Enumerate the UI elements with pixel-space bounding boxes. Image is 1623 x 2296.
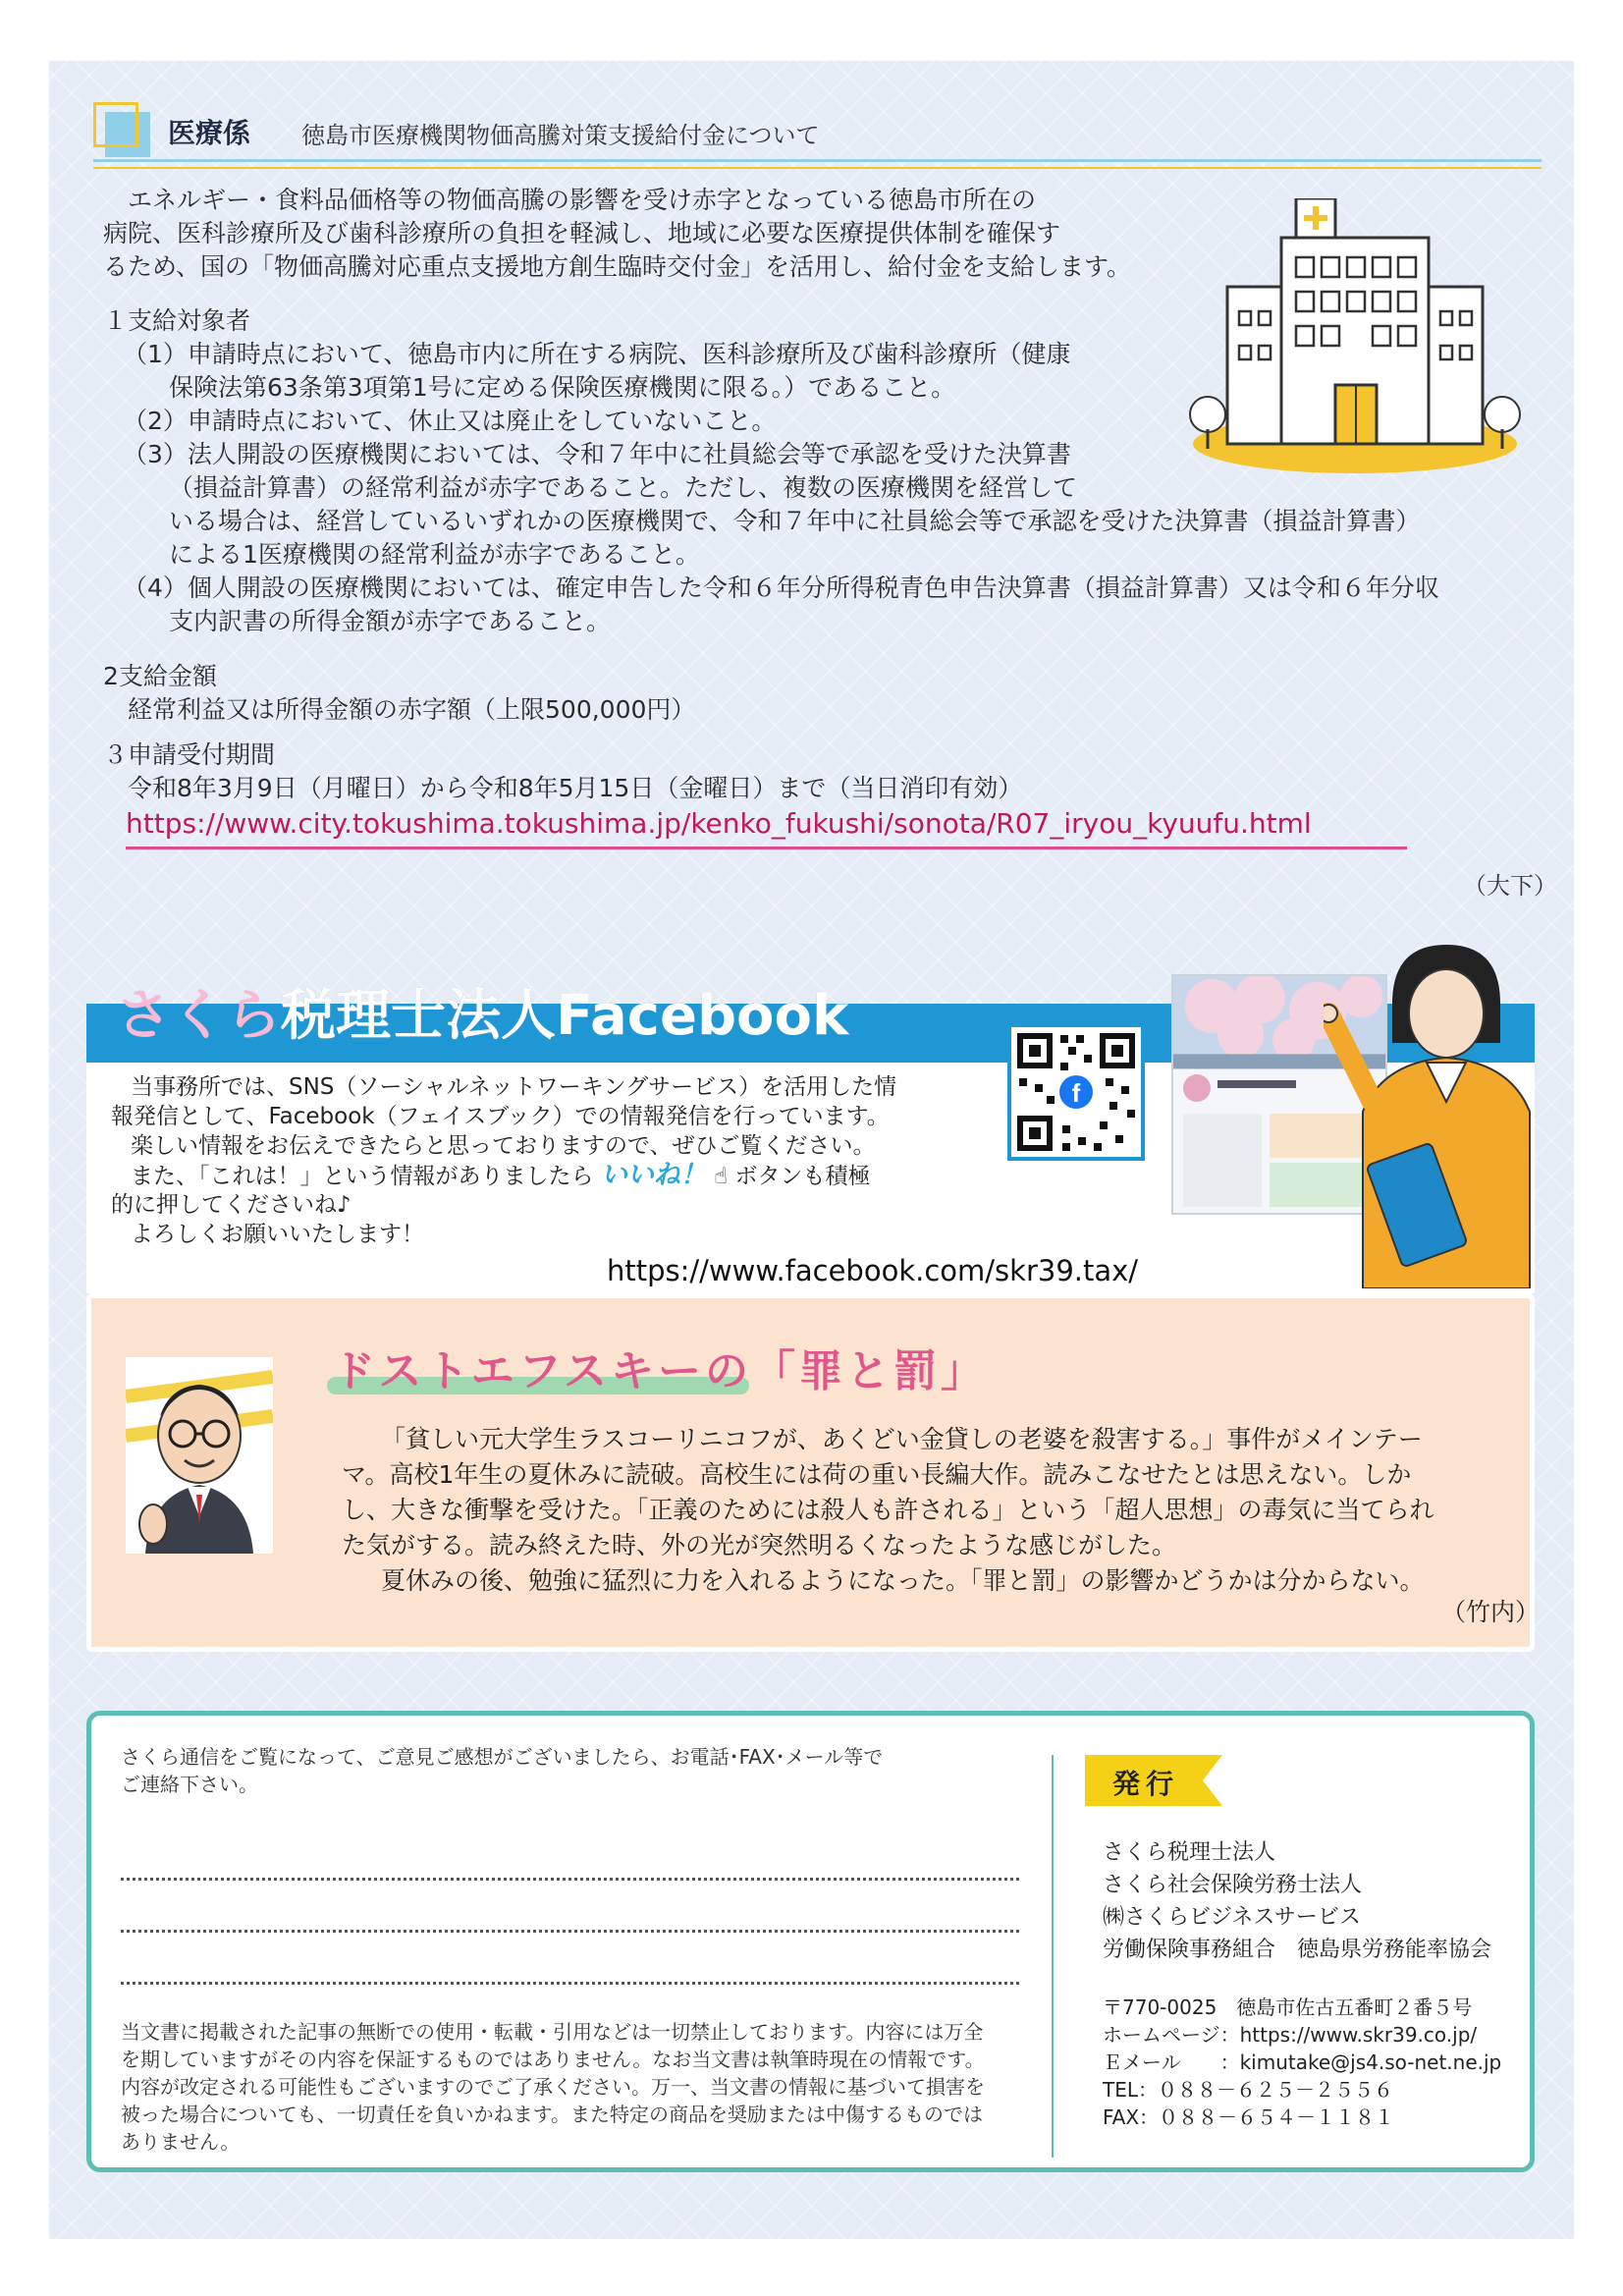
feedback-request-line: ご連絡下さい。: [121, 1773, 258, 1796]
write-in-line: [121, 1982, 1019, 1985]
column-signature: （竹内）: [1441, 1598, 1541, 1626]
column-text-line: し、大きな衝撃を受けた。「正義のためには殺人も許される」という「超人思想」の毒気に当てられ: [342, 1496, 1434, 1524]
sidebar-block: [1183, 1114, 1262, 1207]
write-in-line: [121, 1930, 1019, 1933]
contact-divider: [1052, 1755, 1054, 2158]
section1-item: （3）法人開設の医療機関においては、令和７年中に社員総会等で承認を受けた決算書: [123, 440, 1071, 468]
header-rule-accent: [93, 167, 1542, 169]
publisher-label: 発行: [1112, 1768, 1180, 1800]
page-name-bar: [1217, 1080, 1296, 1088]
facebook-text-part: また、「これは！」という情報がありましたら: [131, 1164, 594, 1189]
section1-item: （損益計算書）の経常利益が赤字であること。ただし、複数の医療機関を経営して: [169, 473, 1078, 502]
section1-item: （4）個人開設の医療機関においては、確定申告した令和６年分所得税青色申告決算書（損益計算書）又は令和６年分収: [123, 574, 1439, 602]
section1-item: 支内訳書の所得金額が赤字であること。: [169, 607, 612, 635]
facebook-page-link[interactable]: https://www.facebook.com/skr39.tax/: [607, 1254, 1139, 1287]
postal-address: 〒770-0025 徳島市佐古五番町２番５号: [1103, 1995, 1473, 2019]
section-badge-icon: [93, 102, 150, 159]
section3-heading: ３申請受付期間: [103, 740, 276, 769]
section3-text: 令和8年3月9日（月曜日）から令和8年5月15日（金曜日）まで（当日消印有効）: [128, 774, 1023, 802]
facebook-text-line: [131, 1161, 870, 1191]
homepage-link[interactable]: ホームページ：https://www.skr39.co.jp/: [1103, 2023, 1478, 2047]
fax-number: FAX：０８８－６５４－１１８１: [1103, 2105, 1395, 2129]
section1-item: による1医療機関の経常利益が赤字であること。: [169, 540, 700, 569]
medical-intro-line: 病院、医科診療所及び歯科診療所の負担を軽減し、地域に必要な医療提供体制を確保す: [103, 219, 1061, 247]
newsletter-page: [49, 61, 1574, 2239]
facebook-section: [86, 905, 1535, 1293]
publisher-name: さくら社会保険労務士法人: [1103, 1873, 1363, 1897]
disclaimer-line: 当文書に掲載された記事の無断での使用・転載・引用などは一切禁止しております。内容には万全: [121, 2020, 984, 2044]
column-text-line: た気がする。読み終えた時、外の光が突然明るくなったような感じがした。: [342, 1531, 1177, 1559]
section1-item: 保険法第63条第3項第1号に定める保険医療機関に限る。）であること。: [169, 373, 956, 402]
disclaimer-line: ありません。: [121, 2130, 241, 2154]
section1-item: （2）申請時点において、休止又は廃止をしていないこと。: [123, 407, 777, 435]
write-in-line: [121, 1878, 1019, 1881]
column-text-line: マ。高校1年生の夏休みに読破。高校生には荷の重い長編大作。読みこなせたとは思えない。しか: [342, 1460, 1412, 1489]
disclaimer-line: 被った場合についても、一切責任を負いかねます。また特定の商品を奨励または中傷するものでは: [121, 2103, 983, 2126]
column-section: [86, 1293, 1541, 1652]
author-portrait-illustration: [126, 1357, 273, 1554]
section2-heading: 2支給金額: [103, 662, 217, 690]
disclaimer-line: を期していますがその内容を保証するものではありません。なお当文書は執筆時現在の情報です。: [121, 2048, 985, 2071]
contact-section: [86, 1711, 1535, 2172]
facebook-text-part: ボタンも積極: [734, 1164, 871, 1189]
column-text-line: 夏休みの後、勉強に猛烈に力を入れるようになった。「罪と罰」の影響かどうかは分からない。: [381, 1566, 1425, 1595]
section1-heading: １支給対象者: [103, 306, 251, 335]
title-sakura-text: さくら: [116, 984, 281, 1048]
businesswoman-illustration: [1324, 935, 1535, 1288]
email-address[interactable]: Ｅメール ：kimutake@js4.so-net.ne.jp: [1103, 2050, 1502, 2074]
phone-number: TEL：０８８－６２５－２５５６: [1103, 2078, 1393, 2102]
medical-signature: （大下）: [1463, 872, 1557, 900]
svg-text:f: f: [1071, 1078, 1081, 1108]
profile-avatar: [1183, 1074, 1211, 1102]
link-underline: [126, 847, 1407, 849]
section1-item: いる場合は、経営しているいずれかの医療機関で、令和７年中に社員総会等で承認を受けた決算書（損益計算書）: [169, 507, 1421, 535]
disclaimer-line: 内容が改定される可能性もございますのでご了承ください。万一、当文書の情報に基づいて損害を: [121, 2075, 985, 2099]
hospital-illustration: [1188, 198, 1522, 483]
medical-intro-line: るため、国の「物価高騰対応重点支援地方創生臨時交付金」を活用し、給付金を支給します。: [103, 252, 1132, 281]
facebook-qr-code[interactable]: [1007, 1023, 1145, 1161]
medical-intro-line: エネルギー・食料品価格等の物価高騰の影響を受け赤字となっている徳島市所在の: [128, 186, 1037, 214]
publisher-name: ㈱さくらビジネスサービス: [1103, 1905, 1361, 1930]
facebook-section-title: [116, 972, 848, 1051]
publisher-name: さくら税理士法人: [1103, 1840, 1276, 1865]
medical-category-label: 医療係: [168, 117, 251, 149]
column-text-line: 「貧しい元大学生ラスコーリニコフが、あくどい金貸しの老婆を殺害する。」事件がメインテー: [381, 1425, 1423, 1453]
title-rest-text: 税理士法人Facebook: [281, 984, 849, 1048]
column-title: ドストエフスキーの「罪と罰」: [332, 1346, 989, 1396]
publisher-name: 労働保険事務組合 徳島県労務能率協会: [1103, 1938, 1492, 1962]
facebook-text-line: 楽しい情報をお伝えできたらと思っておりますので、ぜひご覧ください。: [131, 1133, 876, 1159]
medical-section-title: 徳島市医療機関物価高騰対策支援給付金について: [301, 122, 820, 149]
section1-item: （1）申請時点において、徳島市内に所在する病院、医科診療所及び歯科診療所（健康: [123, 340, 1071, 368]
section2-text: 経常利益又は所得金額の赤字額（上限500,000円）: [128, 695, 696, 724]
facebook-text-line: 報発信として、Facebook（フェイスブック）での情報発信を行っています。: [111, 1104, 890, 1129]
facebook-text-line: 当事務所では、SNS（ソーシャルネットワーキングサービス）を活用した情: [131, 1074, 897, 1100]
facebook-text-line: よろしくお願いいたします！: [131, 1222, 424, 1247]
like-label: いいね！: [600, 1160, 707, 1190]
medical-info-link[interactable]: https://www.city.tokushima.tokushima.jp/kenko_fukushi/sonota/R07_iryou_kyuufu.html: [126, 807, 1312, 840]
feedback-request-line: さくら通信をご覧になって、ご意見ご感想がございましたら、お電話･FAX･メール等で: [121, 1745, 884, 1769]
medical-section-header: [93, 102, 1542, 159]
pointer-hand-icon: ☝: [714, 1164, 729, 1189]
qr-pattern-icon: [1011, 1027, 1141, 1157]
facebook-text-line: 的に押してくださいね♪: [111, 1192, 352, 1218]
header-rule: [93, 159, 1542, 162]
